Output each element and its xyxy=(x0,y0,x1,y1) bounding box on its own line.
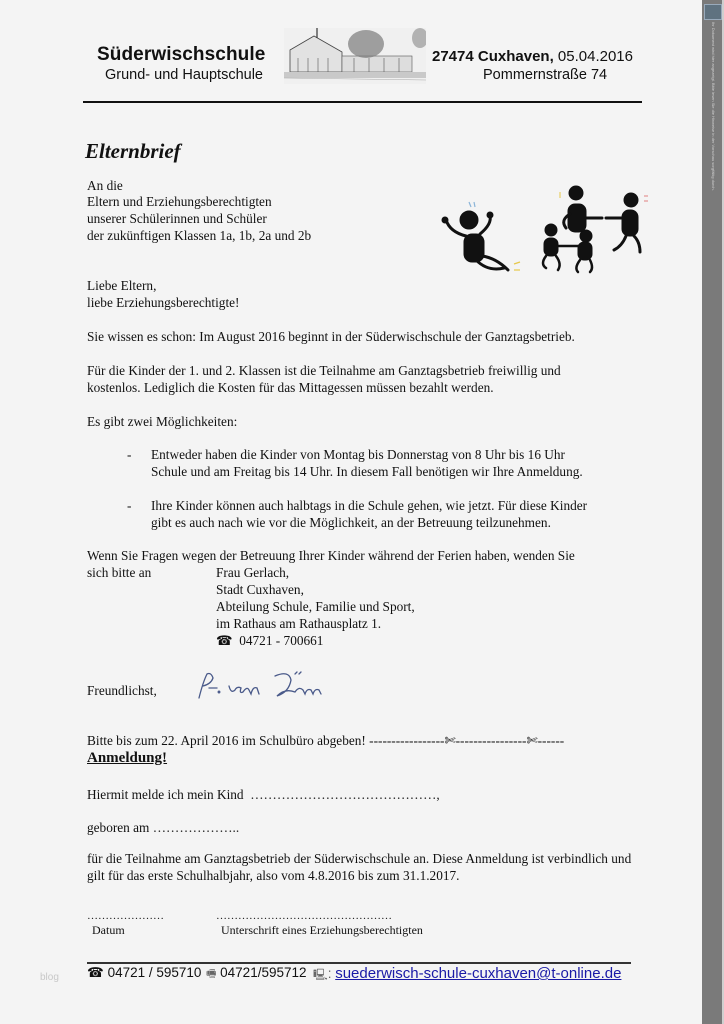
city: 27474 Cuxhaven, xyxy=(432,48,554,65)
paragraph-line: Wenn Sie Fragen wegen der Betreuung Ihrer Kinder während der Ferien haben, wenden Sie xyxy=(87,548,575,563)
phone-icon: ☎ xyxy=(87,965,104,981)
side-banner-logo-icon xyxy=(704,4,722,20)
footer-divider xyxy=(87,962,631,964)
paragraph-line: kostenlos. Lediglich die Kosten für das Mittagessen müssen bezahlt werden. xyxy=(87,380,494,395)
paragraph-intro: Sie wissen es schon: Im August 2016 beginnt in der Süderwischschule der Ganztagsbetrieb. xyxy=(87,329,575,344)
school-building-photo xyxy=(284,28,426,84)
city-date xyxy=(432,48,633,65)
computer-icon: 🖳 xyxy=(313,968,328,981)
registration-heading: Anmeldung! xyxy=(87,750,168,766)
cut-dashes: ---------------- xyxy=(455,733,527,748)
cut-dashes: ----------------- xyxy=(365,733,445,748)
closing: Freundlichst, xyxy=(87,683,157,698)
bullet-line: Schule und am Freitag bis 14 Uhr. In diesem Fall benötigen wir Ihre Anmeldung. xyxy=(151,464,583,479)
salutation-line: liebe Erziehungsberechtigte! xyxy=(87,295,240,310)
paragraph-line: Für die Kinder der 1. und 2. Klassen ist die Teilnahme am Ganztagsbetrieb freiwillig und xyxy=(87,363,561,378)
child-label: Hiermit melde ich mein Kind xyxy=(87,787,244,802)
bullet-line: Ihre Kinder können auch halbtags in die Schule gehen, wie jetzt. Für diese Kinder xyxy=(151,498,588,513)
contact-phone-number: 04721 - 700661 xyxy=(239,633,324,648)
scissors-icon: ✄ xyxy=(444,734,456,749)
child-field xyxy=(87,787,440,804)
birthdate-label: geboren am xyxy=(87,820,150,835)
salutation-line: Liebe Eltern, xyxy=(87,278,157,293)
birthdate-field xyxy=(87,820,239,837)
terms-line: gilt für das erste Schulhalbjahr, also vom 4.8.2016 bis zum 31.1.2017. xyxy=(87,868,460,883)
side-banner-text: Ihr Dokument wird hier angezeigt. Bitte lesen Sie die Hinweise in der Vorschau sorgfältig durch. xyxy=(711,22,716,191)
contact-phone xyxy=(216,633,323,651)
bullet-dash: - xyxy=(127,498,132,513)
letter-title: Elternbrief xyxy=(85,139,181,163)
footer-email: 🖳: suederwisch-schule-cuxhaven@t-online.de xyxy=(313,965,622,982)
bullet-dash: - xyxy=(127,447,132,462)
address-line: An die xyxy=(87,178,123,193)
address-line: der zukünftigen Klassen 1a, 1b, 2a und 2b xyxy=(87,228,312,243)
fax-icon: 🖷 xyxy=(206,967,217,980)
scissors-icon: ✄ xyxy=(526,734,538,749)
footer-phone xyxy=(87,965,201,981)
contact-line: Frau Gerlach, xyxy=(216,565,290,580)
email-link[interactable]: suederwisch-schule-cuxhaven@t-online.de xyxy=(335,965,622,982)
signature-blank[interactable]: ………………………………………… xyxy=(216,910,392,922)
paragraph-line: sich bitte an xyxy=(87,565,152,580)
street-address: Pommernstraße 74 xyxy=(483,67,608,83)
school-name: Süderwischschule xyxy=(97,44,266,65)
bullet-line: Entweder haben die Kinder von Montag bis Donnerstag von 8 Uhr bis 16 Uhr xyxy=(151,447,565,462)
cut-instruction-line xyxy=(87,733,564,749)
contact-line: im Rathaus am Rathausplatz 1. xyxy=(216,616,382,631)
address-line: unserer Schülerinnen und Schüler xyxy=(87,211,267,226)
bullet-line: gibt es auch nach wie vor die Möglichkeit, an der Betreuung teilzunehmen. xyxy=(151,515,551,530)
child-name-blank[interactable]: ……………………………………, xyxy=(250,787,440,802)
contact-line: Stadt Cuxhaven, xyxy=(216,582,304,597)
birthdate-blank[interactable]: ……………….. xyxy=(152,820,240,835)
header-divider xyxy=(83,101,642,103)
footer-fax-number: 04721/595712 xyxy=(220,965,307,980)
phone-icon: ☎ xyxy=(216,634,233,649)
watermark: blog xyxy=(40,972,59,983)
address-line: Eltern und Erziehungsberechtigten xyxy=(87,194,272,209)
handwritten-signature xyxy=(195,668,335,704)
date-label: Datum xyxy=(92,923,125,937)
date: 05.04.2016 xyxy=(553,48,633,65)
date-blank[interactable]: ………………… xyxy=(87,910,164,922)
playing-children-clipart xyxy=(434,180,658,280)
paragraph-options: Es gibt zwei Möglichkeiten: xyxy=(87,414,238,429)
footer-phone-number: 04721 / 595710 xyxy=(107,965,202,980)
footer-fax xyxy=(206,965,307,984)
terms-line: für die Teilnahme am Ganztagsbetrieb der Süderwischschule an. Diese Anmeldung ist verbindlich und xyxy=(87,851,632,866)
cut-dashes: ------ xyxy=(537,733,565,748)
return-instruction: Bitte bis zum 22. April 2016 im Schulbüro abgeben! xyxy=(87,733,366,748)
contact-line: Abteilung Schule, Familie und Sport, xyxy=(216,599,415,614)
signature-label: Unterschrift eines Erziehungsberechtigten xyxy=(221,923,423,937)
school-type: Grund- und Hauptschule xyxy=(105,67,263,83)
